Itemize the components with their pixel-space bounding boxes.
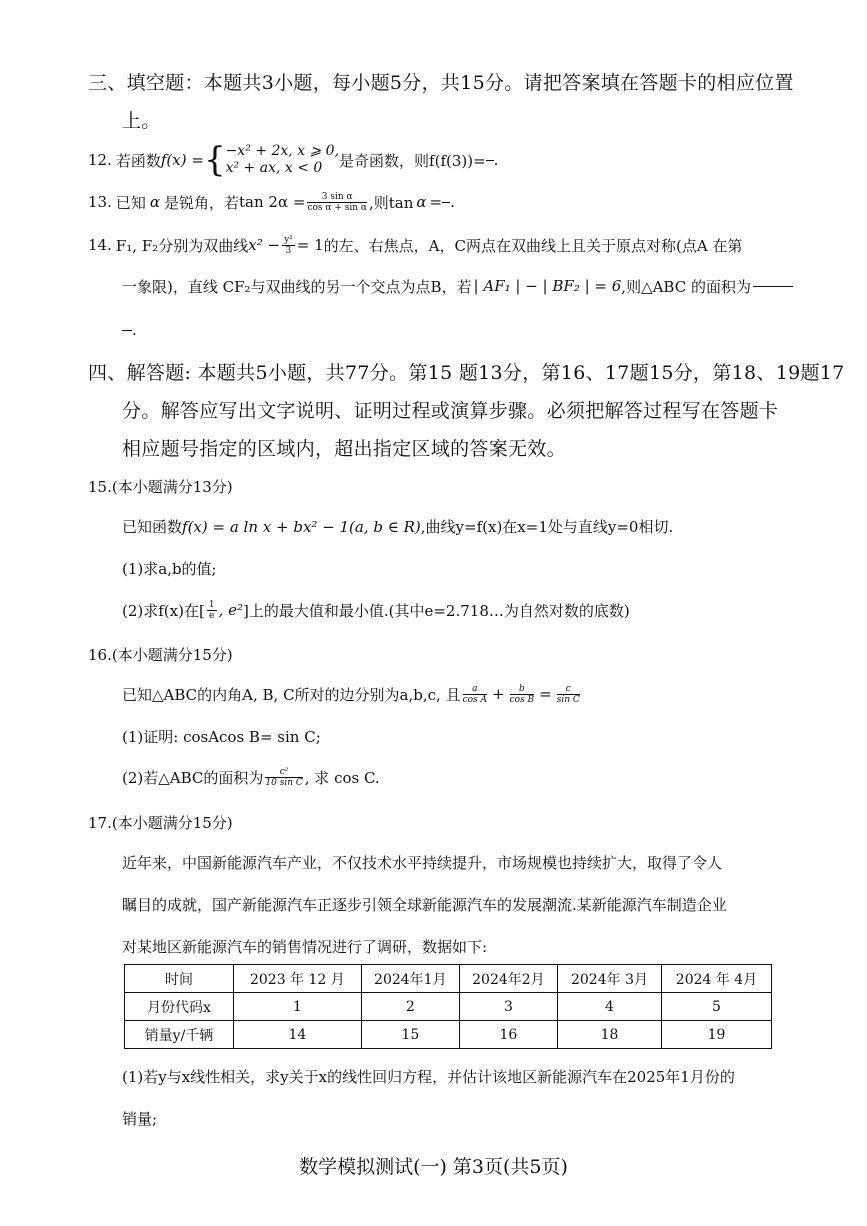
question-16-header: 16.(本小题满分15分) (88, 646, 233, 664)
q15-part2-b: , e² (218, 601, 243, 619)
q13-suffix: ,则tan (368, 193, 414, 212)
table-row (125, 1021, 772, 1049)
answer-blank (486, 160, 494, 161)
question-number: 12. (88, 151, 112, 169)
section4-heading-line1: 四、解答题: 本题共5小题，共77分。第15 题13分，第16、17题15分，第18、19题17 (88, 362, 845, 384)
fraction-c-over-sinC (557, 684, 580, 705)
fraction-numerator: 3 sin α (307, 192, 367, 203)
tan2a-expression: tan 2α = (239, 193, 306, 211)
question-number: 13. (88, 193, 112, 211)
question-17-para2: 瞩目的成就，国产新能源汽车正逐步引领全球新能源汽车的发展潮流.某新能源汽车制造企业 (122, 896, 727, 914)
fraction-denominator: cos B (509, 694, 535, 705)
fraction-a-over-cosA (463, 684, 487, 705)
fraction-numerator: 1 (208, 599, 215, 610)
question-14-line3 (122, 318, 137, 342)
q15-function: f(x) = a ln x + bx² − 1(a, b ∈ R) (182, 517, 421, 536)
section4-heading-line2: 分。解答应写出文字说明、证明过程或演算步骤。必须把解答过程写在答题卡 (122, 400, 779, 422)
page-footer: 数学模拟测试(一) 第3页(共5页) (299, 1156, 568, 1178)
section3-heading-line1: 三、填空题：本题共3小题，每小题5分，共15分。请把答案填在答题卡的相应位置 (88, 72, 794, 94)
q12-suffix: 是奇函数，则f(f(3))= (339, 151, 486, 170)
q13-fraction (307, 192, 367, 213)
table-cell: 2024年 3月 (557, 965, 661, 993)
fraction-denominator: 10 sin C (265, 777, 303, 788)
question-15-part1: (1)求a,b的值; (122, 560, 217, 578)
q12-function: f(x) = (160, 151, 204, 169)
plus-sign: + (492, 685, 505, 703)
table-cell: 18 (557, 1021, 661, 1049)
question-number: 14. (88, 236, 112, 254)
section4-heading-line3: 相应题号指定的区域内，超出指定区域的答案无效。 (122, 438, 566, 460)
fraction-numerator: a (463, 684, 487, 695)
fraction-numerator: c (557, 684, 580, 695)
left-brace: { (203, 140, 226, 180)
table-cell: 5 (662, 993, 772, 1021)
question-14-line1 (88, 230, 742, 260)
hyperbola-rhs: = 1 (296, 236, 324, 254)
table-cell: 2023 年 12 月 (234, 965, 362, 993)
case-1: −x² + 2x, x ⩾ 0, (225, 143, 340, 159)
sales-data-table (124, 964, 772, 1049)
question-17-part1-line1: (1)若y与x线性相关，求y关于x的线性回归方程，并估计该地区新能源汽车在2025年1月份的 (122, 1068, 735, 1086)
question-17-para3: 对某地区新能源汽车的销售情况进行了调研，数据如下: (122, 938, 488, 956)
q14-text-c: 一象限)，直线 CF₂与双曲线的另一个交点为点B，若 (122, 277, 472, 296)
q14-end: . (132, 321, 137, 339)
table-cell: 2024年1月 (361, 965, 459, 993)
fraction-denominator: sin C (556, 694, 580, 705)
question-15-stem (122, 516, 673, 537)
hyperbola-fraction (282, 235, 295, 256)
fraction-numerator: y² (284, 234, 293, 245)
question-16-stem (122, 680, 582, 708)
piecewise-cases (226, 143, 339, 177)
table-cell: 15 (361, 1021, 459, 1049)
question-14-line2 (122, 274, 793, 298)
question-13 (88, 188, 455, 216)
fraction-b-over-cosB (510, 684, 535, 705)
q14-text-d: ,则△ABC 的面积为 (621, 277, 751, 296)
q15-part2-c: ]上的最大值和最小值.(其中e=2.718…为自然对数的底数) (243, 601, 630, 620)
question-17-part1-line2: 销量; (122, 1110, 158, 1128)
table-cell: 14 (234, 1021, 362, 1049)
q13-prefix: 已知 (115, 193, 146, 212)
q15-stem-a: 已知函数 (122, 518, 183, 536)
question-16-part1: (1)证明: cosAcos B= sin C; (122, 728, 321, 746)
alpha-symbol: α (149, 193, 161, 211)
table-cell: 1 (234, 993, 362, 1021)
fraction-denominator: e (209, 610, 215, 621)
table-cell: 16 (459, 1021, 557, 1049)
question-12 (88, 142, 498, 178)
question-17-header: 17.(本小题满分15分) (88, 814, 233, 832)
q16-part2-b: , 求 cos C. (304, 768, 380, 787)
q12-end: . (493, 151, 499, 169)
table-cell: 2 (361, 993, 459, 1021)
table-cell: 时间 (125, 965, 234, 993)
table-cell: 2024 年 4月 (662, 965, 772, 993)
section3-heading-line2: 上。 (122, 110, 161, 132)
q14-text-b: 的左、右焦点，A，C两点在双曲线上且关于原点对称(点A 在第 (323, 236, 743, 255)
q16-part2-a: (2)若△ABC的面积为 (122, 768, 264, 787)
table-cell: 3 (459, 993, 557, 1021)
q14-text-a: F₁, F₂分别为双曲线 (115, 236, 249, 255)
question-17-para1: 近年来，中国新能源汽车产业，不仅技术水平持续提升，市场规模也持续扩大，取得了令人 (122, 854, 723, 872)
question-16-part2 (122, 762, 380, 792)
equals-sign: = (429, 193, 443, 211)
answer-blank (753, 286, 793, 287)
q16-area-fraction (265, 767, 302, 788)
q15-fraction (207, 600, 217, 621)
fraction-denominator: cos α + sin α (307, 202, 367, 213)
table-cell: 19 (662, 1021, 772, 1049)
table-cell: 月份代码x (125, 993, 234, 1021)
question-15-header: 15.(本小题满分13分) (88, 478, 233, 496)
table-row (125, 993, 772, 1021)
q15-part2-a: (2)求f(x)在[ (122, 601, 205, 620)
answer-blank (442, 202, 450, 203)
q13-end: . (450, 193, 455, 211)
table-cell: 销量y/千辆 (125, 1021, 234, 1049)
q14-condition: | AF₁ | − | BF₂ | = 6 (473, 277, 622, 295)
fraction-numerator: c² (265, 767, 302, 778)
answer-blank-continued (122, 330, 132, 331)
fraction-denominator: 3 (285, 245, 292, 256)
q16-stem-a: 已知△ABC的内角A, B, C所对的边分别为a,b,c, 且 (122, 685, 461, 704)
fraction-numerator: b (510, 684, 535, 695)
equals-sign: = (539, 685, 552, 703)
table-header-row (125, 965, 772, 993)
table-cell: 4 (557, 993, 661, 1021)
q13-mid: 是锐角，若 (164, 193, 240, 212)
table-cell: 2024年2月 (459, 965, 557, 993)
q12-prefix: 若函数 (115, 151, 161, 170)
hyperbola-x: x² − (248, 236, 281, 254)
alpha-symbol: α (416, 193, 427, 211)
fraction-denominator: cos A (462, 694, 488, 705)
q15-stem-b: ,曲线y=f(x)在x=1处与直线y=0相切. (420, 518, 674, 536)
question-15-part2 (122, 596, 630, 624)
case-2: x² + ax, x < 0 (225, 160, 323, 176)
